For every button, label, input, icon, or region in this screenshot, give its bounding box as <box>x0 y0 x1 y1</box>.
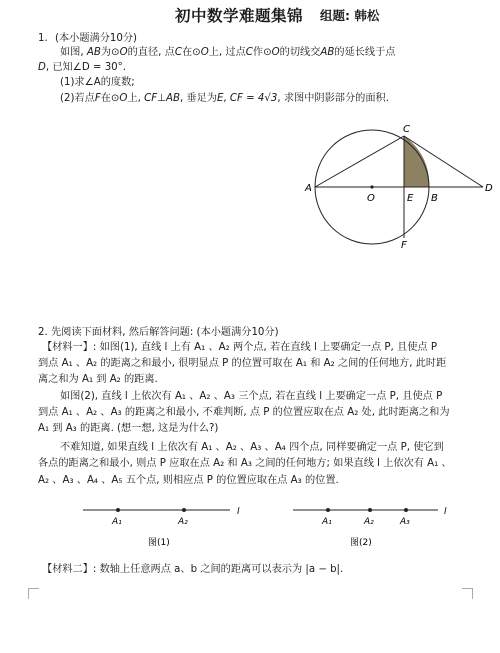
label-a: A <box>305 183 312 194</box>
q2-material1-line-3: 离之和为 A₁ 到 A₂ 的距离. <box>38 374 158 385</box>
text-span: 上, <box>127 93 145 104</box>
point-a2 <box>368 508 372 512</box>
point-a1 <box>116 508 120 512</box>
q1-line-1 <box>60 45 396 60</box>
label-a3: A₃ <box>400 517 410 527</box>
point-a1 <box>326 508 330 512</box>
label-a1: A₁ <box>112 517 122 527</box>
q1-line-2 <box>38 60 126 75</box>
math-span: AB <box>86 47 101 58</box>
label-a2: A₂ <box>364 517 374 527</box>
math-span: O <box>200 47 209 58</box>
label-a1: A₁ <box>322 517 332 527</box>
q2-material1-line-9: A₂ 、A₃ 、A₄ 、A₅ 五个点, 则相应点 P 的位置应取在点 A₃ 的位置. <box>38 475 339 486</box>
label-a2: A₂ <box>178 517 188 527</box>
label-o: O <box>367 193 375 204</box>
math-span: O <box>119 47 128 58</box>
q2-material1-line-1: 【材料一】: 如图(1), 直线 l 上有 A₁ 、A₂ 两个点, 若在直线 l 上要确定一点 P, 且使点 P <box>42 342 437 353</box>
q1-part-2 <box>60 91 389 106</box>
label-b: B <box>431 193 438 204</box>
q2-intro: 2. 先阅读下面材料, 然后解答问题: (本小题满分10分) <box>38 327 279 338</box>
circle-tangent-figure <box>300 110 500 250</box>
text-span: 作⊙ <box>252 47 272 58</box>
math-span: D <box>38 62 46 73</box>
q1-points: (本小题满分10分) <box>54 33 138 44</box>
math-span: O <box>119 93 128 104</box>
text-span: 的切线交 <box>279 47 321 58</box>
math-span: E <box>216 93 224 104</box>
label-l: l <box>444 507 447 517</box>
math-span: F <box>94 93 101 104</box>
q2-material1-line-6: A₁ 到 A₃ 的距离. (想一想, 这是为什么?) <box>38 423 219 434</box>
text-span: 的直径, 点 <box>127 47 175 58</box>
text-span: , 求图中阴影部分的面积. <box>277 93 389 104</box>
math-span: O <box>271 47 280 58</box>
q2-material1-line-5: 到点 A₁ 、A₂ 、A₃ 的距离之和最小, 不难判断, 点 P 的位置应取在点 A₂ 处, 此时距离之和为 <box>38 407 450 418</box>
text-span: 在⊙ <box>100 93 120 104</box>
text-span: 为⊙ <box>100 47 120 58</box>
center-point <box>370 185 373 188</box>
q2-material1-line-4: 如图(2), 直线 l 上依次有 A₁ 、A₂ 、A₃ 三个点, 若在直线 l 上要确定一点 P, 且使点 P <box>60 391 443 402</box>
text-span: 上, 过点 <box>208 47 246 58</box>
q1-number: 1. <box>38 33 48 44</box>
page-header <box>0 4 500 28</box>
math-span: CF⊥AB <box>144 93 180 104</box>
text-span: , <box>223 93 230 104</box>
label-d: D <box>485 183 493 194</box>
crop-mark-left <box>28 588 39 599</box>
number-line-figure-1 <box>80 500 250 550</box>
text-span: 如图, <box>60 47 87 58</box>
math-span: CF = 4√3 <box>229 93 278 104</box>
text-span: (2)若点 <box>60 93 95 104</box>
q2-material1-line-8: 各点的距离之和最小, 则点 P 应取在点 A₂ 和 A₃ 之间的任何地方; 如果直线 l 上依次有 A₁ 、 <box>38 458 452 469</box>
chord-ac <box>315 136 404 187</box>
text-span: , 垂足为 <box>179 93 217 104</box>
crop-mark-right <box>462 588 473 599</box>
q1-heading <box>38 31 137 46</box>
label-c: C <box>403 124 410 135</box>
math-span: C <box>174 47 182 58</box>
page-title: 初中数学难题集锦 <box>175 7 304 25</box>
figure-2-caption: 图(2) <box>350 538 372 548</box>
math-span: AB <box>320 47 335 58</box>
q1-part-1: (1)求∠A的度数; <box>60 77 135 88</box>
label-l: l <box>237 507 240 517</box>
label-f: F <box>401 240 407 250</box>
point-a3 <box>404 508 408 512</box>
number-line-figure-2 <box>290 500 460 550</box>
figure-1-caption: 图(1) <box>148 538 170 548</box>
q2-material2: 【材料二】: 数轴上任意两点 a、b 之间的距离可以表示为 |a − b|. <box>42 564 344 575</box>
text-span: 的延长线于点 <box>334 47 396 58</box>
text-span: 在⊙ <box>181 47 201 58</box>
author-line: 组题: 韩松 <box>320 8 380 23</box>
text-span: , 已知∠D = 30°. <box>45 62 126 73</box>
point-a2 <box>182 508 186 512</box>
q2-material1-line-7: 不难知道, 如果直线 l 上依次有 A₁ 、A₂ 、A₃ 、A₄ 四个点, 同样要确定一点 P, 使它到 <box>60 442 444 453</box>
math-span: C <box>245 47 253 58</box>
q2-material1-line-2: 到点 A₁ 、A₂ 的距离之和最小, 很明显点 P 的位置可取在 A₁ 和 A₂ 之间的任何地方, 此时距 <box>38 358 447 369</box>
label-e: E <box>407 193 414 204</box>
